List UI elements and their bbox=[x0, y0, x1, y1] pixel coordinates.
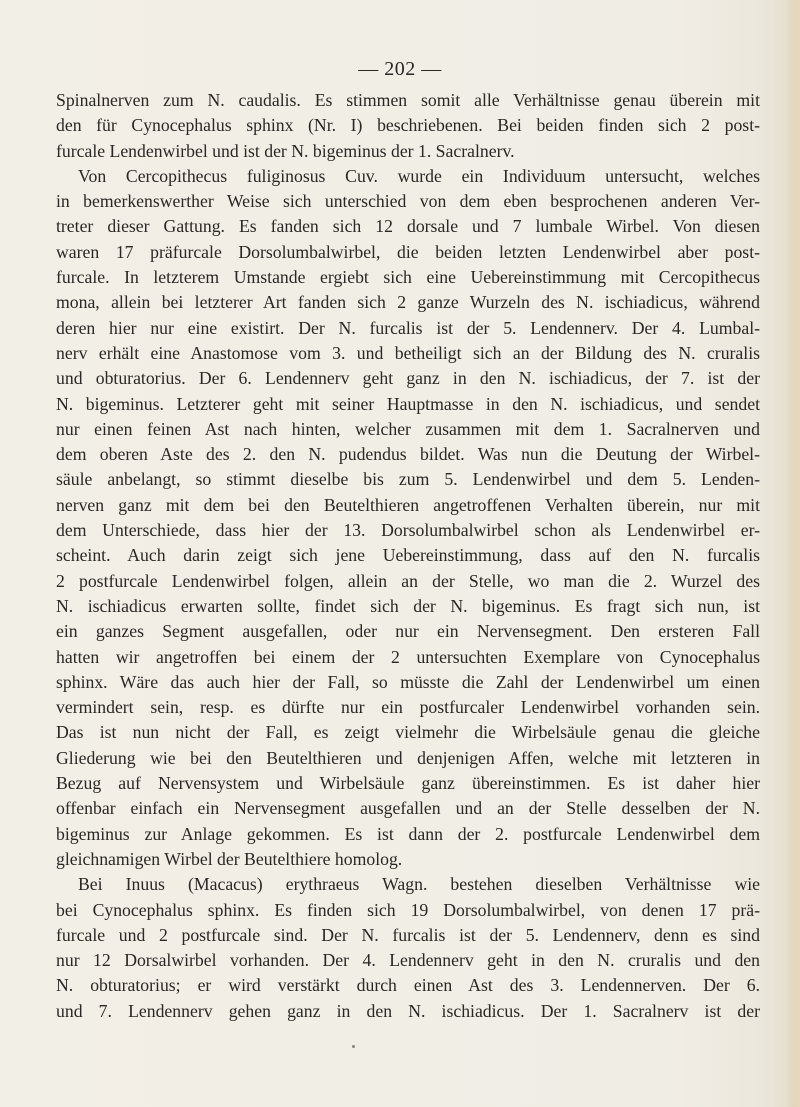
text-line: und obturatorius. Der 6. Lendennerv geht ganz in den N. ischiadicus, der 7. ist der bbox=[56, 368, 760, 389]
text-line: bigeminus zur Anlage gekommen. Es ist dann der 2. postfurcale Lendenwirbel dem bbox=[56, 823, 760, 844]
body-text bbox=[56, 88, 760, 1024]
text-line: nur einen feinen Ast nach hinten, welcher zusammen mit dem 1. Sacralnerven und bbox=[56, 418, 760, 439]
text-line: den für Cynocephalus sphinx (Nr. I) beschriebenen. Bei beiden finden sich 2 post- bbox=[56, 115, 760, 136]
text-line: Bezug auf Nervensystem und Wirbelsäule ganz übereinstimmen. Es ist daher hier bbox=[56, 773, 760, 794]
text-line: mona, allein bei letzterer Art fanden sich 2 ganze Wurzeln des N. ischiadicus, während bbox=[56, 292, 760, 313]
text-line: in bemerkenswerther Weise sich unterschied von dem eben besprochenen anderen Ver- bbox=[56, 191, 760, 212]
text-line: nerven ganz mit dem bei den Beutelthieren angetroffenen Verhalten überein, nur mit bbox=[56, 494, 760, 515]
text-line: nur 12 Dorsalwirbel vorhanden. Der 4. Lendennerv geht in den N. cruralis und den bbox=[56, 950, 760, 971]
text-line: N. obturatorius; er wird verstärkt durch einen Ast des 3. Lendennerven. Der 6. bbox=[56, 975, 760, 996]
text-line: deren hier nur eine existirt. Der N. furcalis ist der 5. Lendennerv. Der 4. Lumbal- bbox=[56, 317, 760, 338]
text-line: Von Cercopithecus fuliginosus Cuv. wurde ein Individuum untersucht, welches bbox=[78, 165, 760, 186]
text-line: treter dieser Gattung. Es fanden sich 12 dorsale und 7 lumbale Wirbel. Von diesen bbox=[56, 216, 760, 237]
paragraph-1 bbox=[56, 88, 760, 164]
text-line: und 7. Lendennerv gehen ganz in den N. ischiadicus. Der 1. Sacralnerv ist der bbox=[56, 1000, 760, 1021]
text-line: hatten wir angetroffen bei einem der 2 untersuchten Exemplare von Cynocephalus bbox=[56, 646, 760, 667]
text-line: waren 17 präfurcale Dorsolumbalwirbel, die beiden letzten Lendenwirbel aber post- bbox=[56, 241, 760, 262]
page-edge-shading bbox=[786, 0, 800, 1107]
text-line: N. bigeminus. Letzterer geht mit seiner Hauptmasse in den N. ischiadicus, und sendet bbox=[56, 393, 760, 414]
paragraph-2 bbox=[56, 164, 760, 872]
text-line: Gliederung wie bei den Beutelthieren und denjenigen Affen, welche mit letzteren in bbox=[56, 747, 760, 768]
text-line: gleichnamigen Wirbel der Beutelthiere homolog. bbox=[56, 848, 403, 869]
text-line: Spinalnerven zum N. caudalis. Es stimmen somit alle Verhältnisse genau überein mit bbox=[56, 90, 760, 110]
text-line: scheint. Auch darin zeigt sich jene Uebereinstimmung, dass auf den N. furcalis bbox=[56, 545, 760, 566]
text-line: vermindert sein, resp. es dürfte nur ein postfurcaler Lendenwirbel vorhanden sein. bbox=[56, 697, 760, 718]
text-line: bei Cynocephalus sphinx. Es finden sich 19 Dorsolumbalwirbel, von denen 17 prä- bbox=[56, 899, 760, 920]
text-line: dem Unterschiede, dass hier der 13. Dorsolumbalwirbel schon als Lendenwirbel er- bbox=[56, 520, 760, 541]
text-line: Das ist nun nicht der Fall, es zeigt vielmehr die Wirbelsäule genau die gleiche bbox=[56, 722, 760, 743]
text-line: sphinx. Wäre das auch hier der Fall, so müsste die Zahl der Lendenwirbel um einen bbox=[56, 671, 760, 692]
paragraph-3 bbox=[56, 872, 760, 1024]
text-line: säule anbelangt, so stimmt dieselbe bis zum 5. Lendenwirbel und dem 5. Lenden- bbox=[56, 469, 760, 490]
text-line: furcale Lendenwirbel und ist der N. bigeminus der 1. Sacralnerv. bbox=[56, 140, 515, 161]
text-line: Bei Inuus (Macacus) erythraeus Wagn. bestehen dieselben Verhältnisse wie bbox=[78, 874, 760, 895]
text-line: furcale und 2 postfurcale sind. Der N. furcalis ist der 5. Lendennerv, denn es sind bbox=[56, 924, 760, 945]
text-line: furcale. In letzterem Umstande ergiebt sich eine Uebereinstimmung mit Cercopithecus bbox=[56, 267, 760, 288]
text-line: nerv erhält eine Anastomose vom 3. und betheiligt sich an der Bildung des N. cruralis bbox=[56, 342, 760, 363]
text-line: 2 postfurcale Lendenwirbel folgen, allein an der Stelle, wo man die 2. Wurzel des bbox=[56, 570, 760, 591]
text-line: offenbar einfach ein Nervensegment ausgefallen und an der Stelle desselben der N. bbox=[56, 798, 760, 819]
print-speck bbox=[352, 1045, 355, 1048]
text-line: dem oberen Aste des 2. den N. pudendus bildet. Was nun die Deutung der Wirbel- bbox=[56, 444, 760, 465]
text-line: N. ischiadicus erwarten sollte, findet sich der N. bigeminus. Es fragt sich nun, ist bbox=[56, 595, 760, 616]
text-line: ein ganzes Segment ausgefallen, oder nur ein Nervensegment. Den ersteren Fall bbox=[56, 621, 760, 642]
page-number: — 202 — bbox=[358, 58, 442, 80]
